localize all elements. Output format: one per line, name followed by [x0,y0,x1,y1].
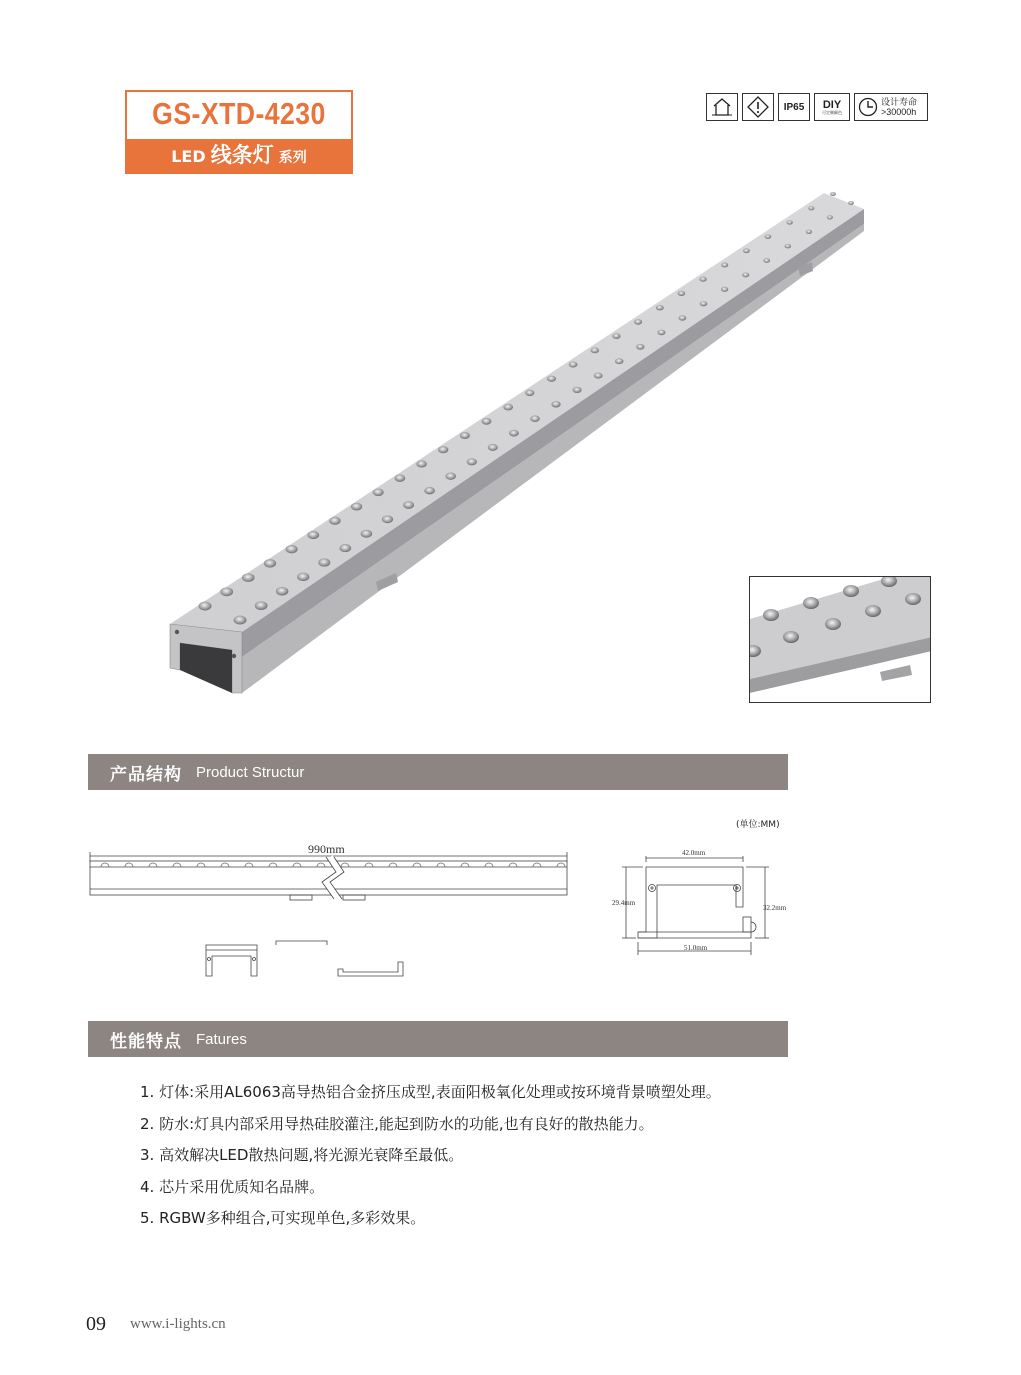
feature-item: 5. RGBW多种组合,可实现单色,多彩效果。 [140,1209,426,1228]
product-model: GS-XTD-4230 [152,96,326,131]
lens-outline [509,863,517,867]
section-title-en: Product Structur [196,763,305,781]
lens-outline [437,863,445,867]
feature-list [140,1083,900,1241]
page-number: 09 [86,1313,106,1335]
lens-outline [533,863,541,867]
lens-outline [365,863,373,867]
lens-outline [245,863,253,867]
lens-outline [269,863,277,867]
lens-outline [125,863,133,867]
lens-outline [317,863,325,867]
lens-outline [557,863,565,867]
feature-item: 4. 芯片采用优质知名品牌。 [140,1177,325,1196]
unit-label: (单位:MM) [736,820,780,830]
series-suffix: 系列 [278,150,307,166]
lifetime-line2: >30000h [881,107,917,117]
length-dimension: 990mm [308,842,345,856]
lens-outline [149,863,157,867]
lens-outline [341,863,349,867]
website-url: www.i-lights.cn [130,1316,226,1332]
lens-outline [197,863,205,867]
diy-text: DIY [822,98,842,111]
lens-outline [389,863,397,867]
lens-outline [221,863,229,867]
diy-subtext: 可定制颜色 [822,109,842,115]
lens-outline [413,863,421,867]
feature-item: 3. 高效解决LED散热问题,将光源光衰降至最低。 [140,1146,464,1165]
lens-outline [173,863,181,867]
lens-outline [293,863,301,867]
width-top-dimension: 42.0mm [682,849,706,857]
lens-outline [101,863,109,867]
height-left-dimension: 29.4mm [612,899,636,907]
ip-rating-text: IP65 [783,101,805,113]
section-title-en: Fatures [196,1030,247,1048]
section-features [88,1021,788,1057]
section-title-cn: 性能特点 [110,1031,182,1052]
height-right-dimension: 32.2mm [763,904,787,912]
series-name: 线条灯 [210,143,274,167]
lifetime-line1: 设计寿命 [881,97,918,107]
width-bottom-dimension: 51.0mm [684,944,708,952]
lens-outline [461,863,469,867]
section-title-cn: 产品结构 [110,764,182,785]
feature-item: 1. 灯体:采用AL6063高导热铝合金挤压成型,表面阳极氧化处理或按环境背景喷塑处理。 [140,1083,721,1101]
feature-item: 2. 防水:灯具内部采用导热硅胶灌注,能起到防水的功能,也有良好的散热能力。 [140,1114,654,1133]
lens-outline [485,863,493,867]
series-led: LED [171,147,206,166]
